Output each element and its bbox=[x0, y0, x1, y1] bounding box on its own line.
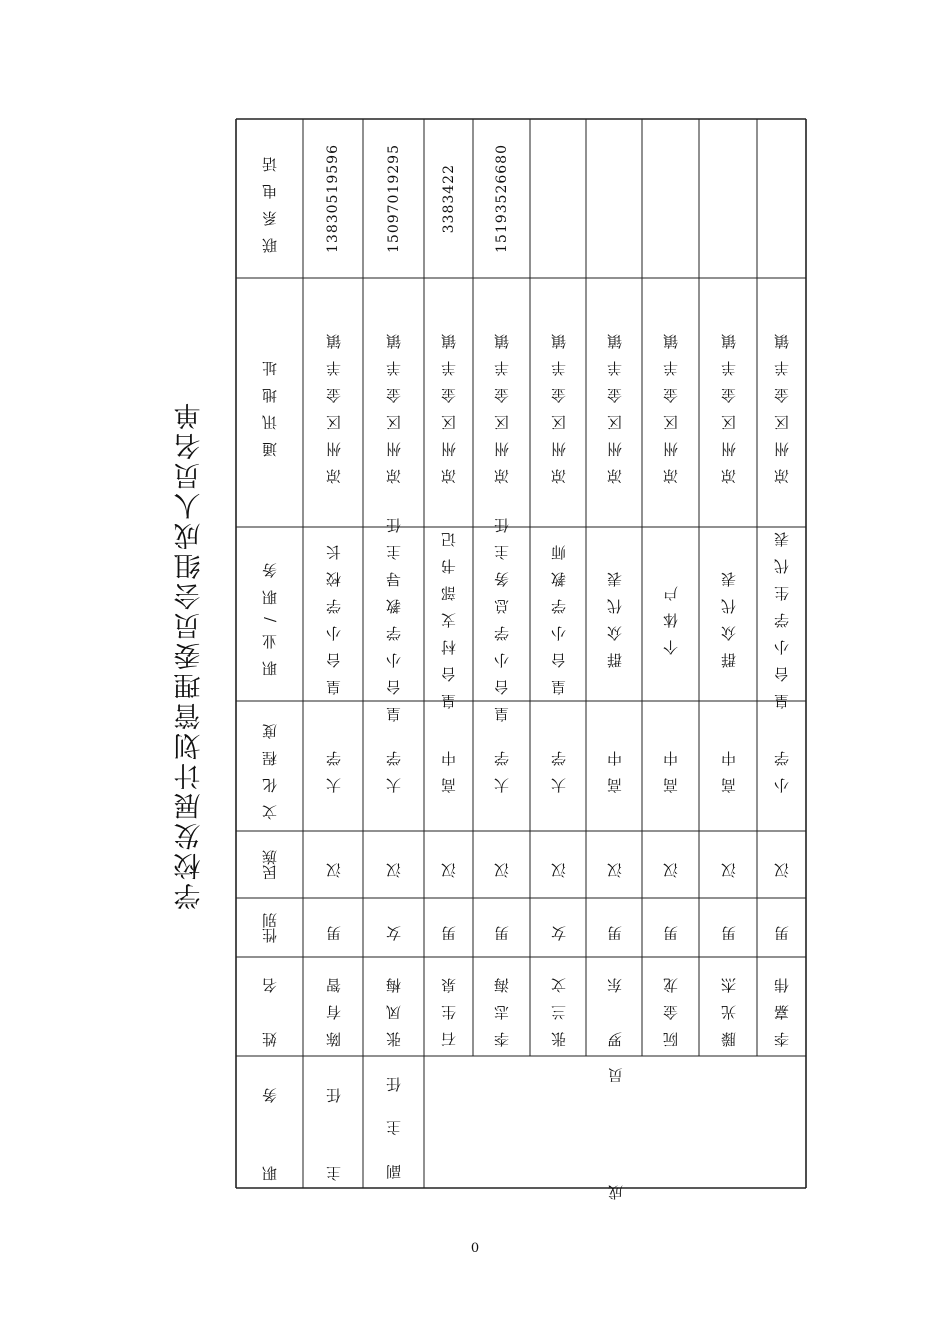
row-6-ethnicity bbox=[586, 831, 642, 898]
header-address bbox=[236, 278, 303, 527]
row-9-name bbox=[757, 957, 806, 1056]
row-3-address-text: 凉州区金羊镇 bbox=[440, 321, 458, 484]
row-6-name bbox=[586, 957, 642, 1056]
row-9-education-text: 小学 bbox=[773, 739, 791, 793]
row-3-phone bbox=[424, 119, 473, 278]
row-5-occupation bbox=[530, 527, 586, 701]
row-8-name-text: 滕光杰 bbox=[719, 966, 738, 1047]
row-7-ethnicity bbox=[642, 831, 699, 898]
row-8-phone bbox=[699, 119, 757, 278]
row-3-ethnicity-text: 汉 bbox=[440, 851, 458, 878]
row-9-occupation-text: 皇台小学生代表 bbox=[773, 519, 791, 709]
row-9-phone bbox=[757, 119, 806, 278]
row-3-education-text: 高中 bbox=[440, 739, 458, 793]
row-3-address bbox=[424, 278, 473, 527]
row-5-address-text: 凉州区金羊镇 bbox=[549, 321, 568, 484]
row-1-ethnicity bbox=[303, 831, 363, 898]
document-title: 学校发展计划管理委员会组成人员名单 bbox=[174, 400, 206, 910]
row-6-education-text: 高中 bbox=[605, 739, 624, 793]
row-5-phone bbox=[530, 119, 586, 278]
row-7-gender-text: 男 bbox=[662, 914, 680, 941]
row-4-education bbox=[473, 701, 530, 831]
row-8-ethnicity-text: 汉 bbox=[719, 851, 738, 878]
row-9-gender-text: 男 bbox=[773, 914, 791, 941]
header-occupation bbox=[236, 527, 303, 701]
role-member-text: 成 员 bbox=[606, 1044, 625, 1200]
header-role bbox=[236, 1056, 303, 1188]
page-number: 0 bbox=[470, 1241, 480, 1256]
row-9-ethnicity-text: 汉 bbox=[773, 851, 791, 878]
row-2-ethnicity bbox=[363, 831, 424, 898]
row-8-ethnicity bbox=[699, 831, 757, 898]
row-5-ethnicity-text: 汉 bbox=[549, 851, 568, 878]
row-4-occupation-text: 皇台小学总务主任 bbox=[493, 506, 511, 722]
row-2-phone bbox=[363, 119, 424, 278]
row-9-gender bbox=[757, 898, 806, 957]
row-2-address-text: 凉州区金羊镇 bbox=[385, 321, 403, 484]
row-8-occupation-text: 群众代表 bbox=[719, 560, 738, 668]
row-7-gender bbox=[642, 898, 699, 957]
row-7-ethnicity-text: 汉 bbox=[662, 851, 680, 878]
row-2-occupation bbox=[363, 506, 424, 722]
row-6-occupation-text: 群众代表 bbox=[605, 560, 624, 668]
row-8-address-text: 凉州区金羊镇 bbox=[719, 321, 738, 484]
row-7-occupation bbox=[642, 527, 699, 701]
row-4-phone bbox=[473, 119, 530, 278]
header-ethnicity bbox=[236, 831, 303, 898]
row-1-name bbox=[303, 957, 363, 1056]
row-8-occupation bbox=[699, 527, 757, 701]
row-4-gender-text: 男 bbox=[493, 914, 511, 941]
row-2-occupation-text: 皇台小学教导主任 bbox=[385, 506, 403, 722]
row-6-gender-text: 男 bbox=[605, 914, 624, 941]
row-3-gender-text: 男 bbox=[440, 914, 458, 941]
row-1-address bbox=[303, 278, 363, 527]
row-8-education-text: 高中 bbox=[719, 739, 738, 793]
row-5-education-text: 大学 bbox=[549, 739, 568, 793]
row-6-gender bbox=[586, 898, 642, 957]
role-vice-chair-text: 副 主 任 bbox=[385, 1064, 403, 1180]
row-4-gender bbox=[473, 898, 530, 957]
row-2-ethnicity-text: 汉 bbox=[385, 851, 403, 878]
row-2-gender-text: 女 bbox=[385, 914, 403, 941]
row-4-name bbox=[473, 957, 530, 1056]
row-8-gender-text: 男 bbox=[719, 914, 738, 941]
row-9-education bbox=[757, 701, 806, 831]
row-2-education-text: 大学 bbox=[385, 739, 403, 793]
header-role-text: 职 务 bbox=[261, 1063, 279, 1181]
row-8-gender bbox=[699, 898, 757, 957]
row-2-phone-text: 15097019295 bbox=[385, 144, 402, 253]
row-5-occupation-text: 皇台小学教师 bbox=[549, 533, 568, 695]
row-1-name-text: 陈有智 bbox=[324, 966, 343, 1047]
row-9-address bbox=[757, 278, 806, 527]
row-6-name-text: 罗 东 bbox=[605, 966, 624, 1047]
header-address-text: 通讯地址 bbox=[261, 348, 279, 457]
row-4-address-text: 凉州区金羊镇 bbox=[493, 321, 511, 484]
row-2-address bbox=[363, 278, 424, 527]
row-9-name-text: 李嘉伟 bbox=[773, 966, 791, 1047]
row-9-occupation bbox=[757, 519, 806, 709]
row-1-gender bbox=[303, 898, 363, 957]
row-4-ethnicity-text: 汉 bbox=[493, 851, 511, 878]
row-8-address bbox=[699, 278, 757, 527]
row-7-phone bbox=[642, 119, 699, 278]
role-chair bbox=[303, 1056, 363, 1188]
row-2-name-text: 张凤梅 bbox=[385, 966, 403, 1047]
header-gender bbox=[236, 898, 303, 957]
header-education bbox=[236, 701, 303, 831]
row-2-gender bbox=[363, 898, 424, 957]
row-5-address bbox=[530, 278, 586, 527]
row-4-occupation bbox=[473, 506, 530, 722]
row-4-name-text: 李志海 bbox=[493, 966, 511, 1047]
row-7-occupation-text: 个体户 bbox=[662, 573, 680, 655]
row-7-education bbox=[642, 701, 699, 831]
row-5-education bbox=[530, 701, 586, 831]
row-3-phone-text: 3383422 bbox=[440, 163, 457, 234]
role-chair-text: 主 任 bbox=[324, 1063, 343, 1181]
row-6-occupation bbox=[586, 527, 642, 701]
row-4-phone-text: 15193526680 bbox=[493, 144, 510, 253]
header-name-text: 姓 名 bbox=[261, 966, 279, 1047]
row-4-ethnicity bbox=[473, 831, 530, 898]
row-1-address-text: 凉州区金羊镇 bbox=[324, 321, 343, 484]
header-name bbox=[236, 957, 303, 1056]
row-4-education-text: 大学 bbox=[493, 739, 511, 793]
row-7-address-text: 凉州区金羊镇 bbox=[662, 321, 680, 484]
header-gender-text: 性别 bbox=[261, 912, 279, 943]
row-6-phone bbox=[586, 119, 642, 278]
row-9-address-text: 凉州区金羊镇 bbox=[773, 321, 791, 484]
row-8-education bbox=[699, 701, 757, 831]
row-1-gender-text: 男 bbox=[324, 914, 343, 941]
row-3-ethnicity bbox=[424, 831, 473, 898]
row-3-name-text: 石生泉 bbox=[440, 966, 458, 1047]
header-ethnicity-text: 民族 bbox=[261, 849, 279, 880]
row-3-gender bbox=[424, 898, 473, 957]
row-6-education bbox=[586, 701, 642, 831]
row-5-gender bbox=[530, 898, 586, 957]
row-9-ethnicity bbox=[757, 831, 806, 898]
row-1-ethnicity-text: 汉 bbox=[324, 851, 343, 878]
row-2-name bbox=[363, 957, 424, 1056]
row-3-name bbox=[424, 957, 473, 1056]
header-phone-text: 联系电话 bbox=[261, 144, 279, 253]
row-1-phone bbox=[303, 119, 363, 278]
row-1-phone-text: 13830519596 bbox=[325, 144, 341, 253]
row-7-address bbox=[642, 278, 699, 527]
role-member bbox=[424, 1044, 806, 1200]
row-3-education bbox=[424, 701, 473, 831]
row-1-education-text: 大学 bbox=[324, 739, 343, 793]
row-6-address-text: 凉州区金羊镇 bbox=[605, 321, 624, 484]
row-7-education-text: 高中 bbox=[662, 739, 680, 793]
row-7-name-text: 阮金龙 bbox=[662, 966, 680, 1047]
row-1-occupation-text: 皇台小学校长 bbox=[324, 533, 343, 695]
row-7-name bbox=[642, 957, 699, 1056]
row-8-name bbox=[699, 957, 757, 1056]
row-1-education bbox=[303, 701, 363, 831]
row-2-education bbox=[363, 701, 424, 831]
header-education-text: 文化程度 bbox=[261, 712, 279, 820]
header-occupation-text: 职业/职务 bbox=[261, 551, 279, 677]
row-4-address bbox=[473, 278, 530, 527]
row-5-ethnicity bbox=[530, 831, 586, 898]
row-3-occupation-text: 皇台村支部书记 bbox=[440, 519, 458, 709]
row-1-occupation bbox=[303, 527, 363, 701]
row-5-name-text: 张兰文 bbox=[549, 966, 568, 1047]
row-3-occupation bbox=[424, 519, 473, 709]
row-6-ethnicity-text: 汉 bbox=[605, 851, 624, 878]
header-phone bbox=[236, 119, 303, 278]
role-vice-chair bbox=[363, 1056, 424, 1188]
row-5-name bbox=[530, 957, 586, 1056]
row-6-address bbox=[586, 278, 642, 527]
row-5-gender-text: 女 bbox=[549, 914, 568, 941]
